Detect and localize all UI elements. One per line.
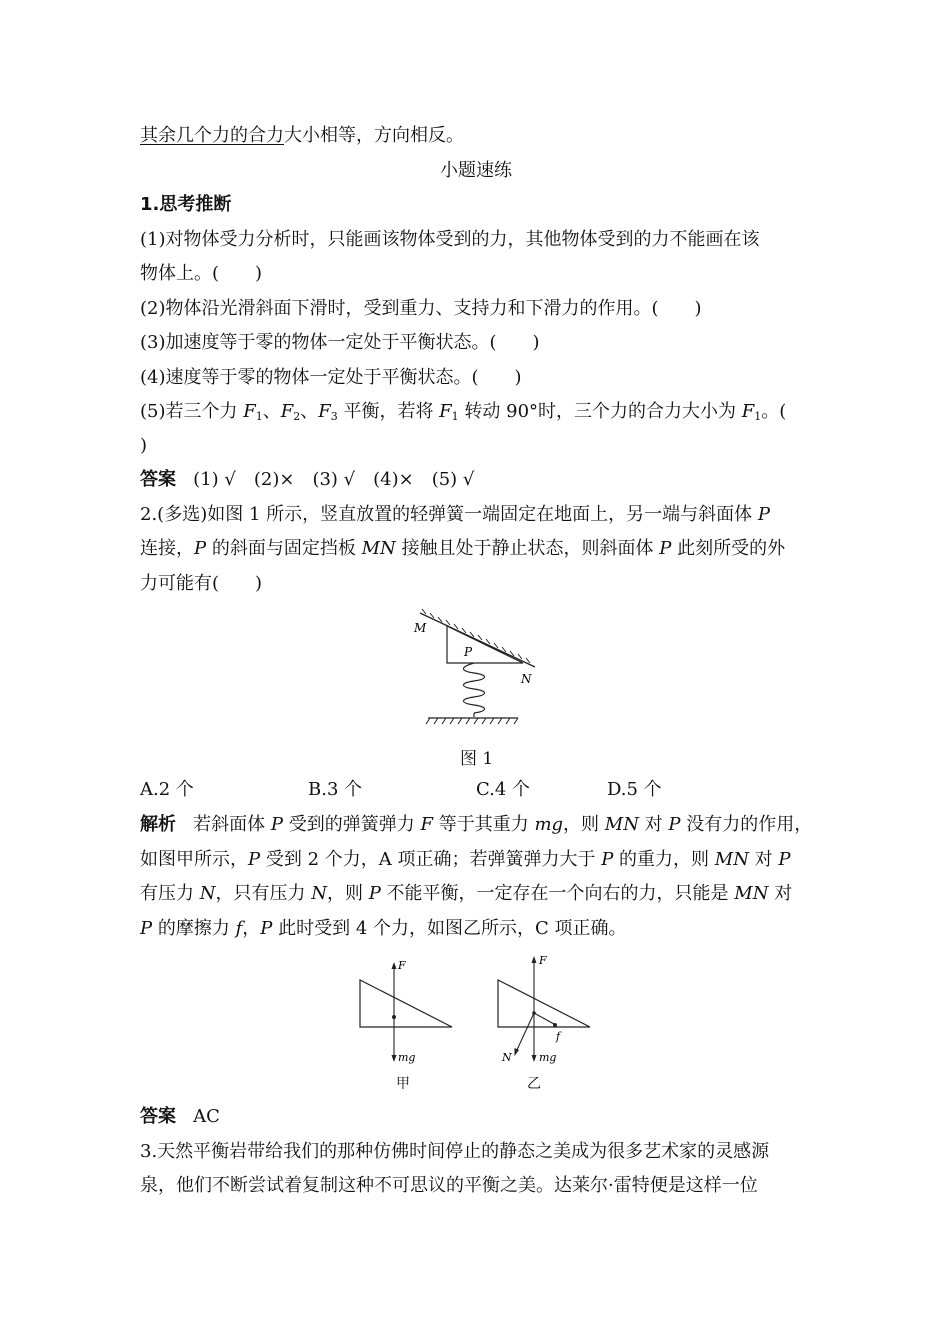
q2-line-3: 力可能有( ) <box>140 573 263 594</box>
jia-label-f: F <box>398 959 406 972</box>
analysis-line-4: P 的摩擦力 f，P 此时受到 4 个力，如图乙所示，C 项正确。 <box>140 918 627 939</box>
q3-line-2: 泉，他们不断尝试着复制这种不可思议的平衡之美。达莱尔·雷特便是这样一位 <box>140 1175 758 1196</box>
q1-statement-1-cont: 物体上。( ) <box>140 263 263 284</box>
option-c: C.4 个 <box>476 779 531 800</box>
figure-1-incline-spring <box>410 605 550 733</box>
caption-yi: 乙 <box>527 1076 541 1092</box>
answer-label: 答案 <box>140 469 176 490</box>
q1-statement-1: (1)对物体受力分析时，只能画该物体受到的力，其他物体受到的力不能画在该 <box>140 229 760 250</box>
figure-jia <box>350 950 470 1070</box>
option-d: D.5 个 <box>607 779 662 800</box>
q1-statement-4: (4)速度等于零的物体一定处于平衡状态。( ) <box>140 367 522 388</box>
underlined-phrase: 其余几个力的合力 <box>140 125 284 146</box>
yi-label-f-up: F <box>539 954 547 967</box>
spring <box>464 663 485 713</box>
analysis-line-3: 有压力 N，只有压力 N，则 P 不能平衡，一定存在一个向右的力，只能是 MN 对 <box>140 883 793 904</box>
ground-hatching <box>426 718 518 724</box>
figure-1-caption: 图 1 <box>460 749 494 769</box>
analysis-label: 解析 <box>140 814 176 835</box>
label-n: N <box>521 672 532 686</box>
analysis-line-1: 解析 若斜面体 P 受到的弹簧弹力 F 等于其重力 mg，则 MN 对 P 没有力的作用， <box>140 814 813 835</box>
jia-label-mg: mg <box>398 1051 416 1064</box>
q1-statement-5-cont: ) <box>140 435 148 456</box>
q2-answer: 答案 AC <box>140 1106 220 1127</box>
q2-line-1: 2.(多选)如图 1 所示，竖直放置的轻弹簧一端固定在地面上，另一端与斜面体 P <box>140 504 770 525</box>
label-m: M <box>414 621 427 635</box>
analysis-line-2: 如图甲所示，P 受到 2 个力，A 项正确；若弹簧弹力大于 P 的重力，则 MN 对 P <box>140 849 791 870</box>
q2-line-2: 连接，P 的斜面与固定挡板 MN 接触且处于静止状态，则斜面体 P 此刻所受的外 <box>140 538 786 559</box>
yi-label-friction: f <box>556 1030 561 1043</box>
mn-barrier-hatching <box>422 609 530 663</box>
label-p: P <box>464 645 473 659</box>
intro-line: 其余几个力的合力大小相等，方向相反。 <box>140 125 464 146</box>
q3-line-1: 3.天然平衡岩带给我们的那种仿佛时间停止的静态之美成为很多艺术家的灵感源 <box>140 1141 770 1162</box>
yi-label-n: N <box>502 1051 512 1064</box>
figure-yi <box>488 950 608 1070</box>
q1-statement-2: (2)物体沿光滑斜面下滑时，受到重力、支持力和下滑力的作用。( ) <box>140 298 702 319</box>
q1-answer: 答案 (1) √ (2)× (3) √ (4)× (5) √ <box>140 469 475 490</box>
q1-statement-3: (3)加速度等于零的物体一定处于平衡状态。( ) <box>140 332 540 353</box>
section-title: 小题速练 <box>440 160 512 181</box>
yi-label-mg: mg <box>539 1051 557 1064</box>
q1-statement-5: (5)若三个力 $F_1$、$F_2$、$F_3$ 平衡，若将 $F_1$ 转动 90°时，三个力的合力大小为 $F_1$。( <box>140 401 787 423</box>
caption-jia: 甲 <box>396 1076 410 1092</box>
option-b: B.3 个 <box>308 779 363 800</box>
q1-title: 1.思考推断 <box>140 194 232 215</box>
answer-label-2: 答案 <box>140 1106 176 1127</box>
option-a: A.2 个 <box>140 779 194 800</box>
